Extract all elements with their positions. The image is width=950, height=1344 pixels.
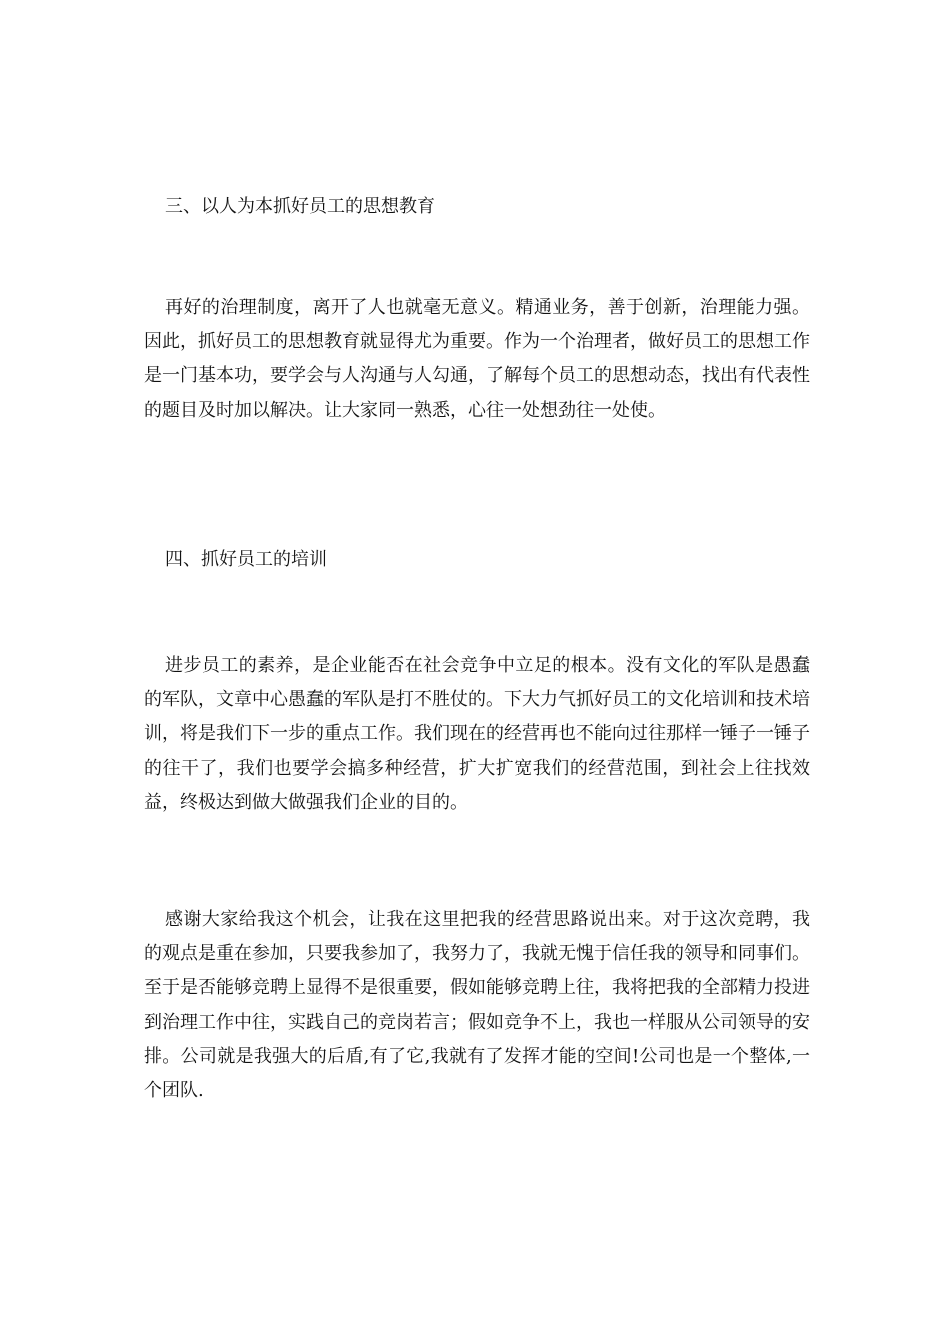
- section-paragraph-4: 进步员工的素养，是企业能否在社会竞争中立足的根本。没有文化的军队是愚蠢的军队，文章中心愚蠢的军队是打不胜仗的。下大力气抓好员工的文化培训和技术培训，将是我们下一步的重点工作。我们现在的经营再也不能向过往那样一锤子一锤子的往干了，我们也要学会搞多种经营，扩大扩宽我们的经营范围，到社会上往找效益，终极达到做大做强我们企业的目的。: [144, 655, 810, 813]
- section-heading-4: 四、抓好员工的培训: [165, 549, 327, 570]
- section-paragraph-3: 再好的治理制度，离开了人也就毫无意义。精通业务，善于创新，治理能力强。因此，抓好员工的思想教育就显得尤为重要。作为一个治理者，做好员工的思想工作是一门基本功，要学会与人沟通与人勾通，了解每个员工的思想动态，找出有代表性的题目及时加以解决。让大家同一熟悉，心往一处想劲往一处使。: [144, 297, 810, 421]
- section-heading-3: 三、以人为本抓好员工的思想教育: [165, 196, 435, 217]
- closing-paragraph: 感谢大家给我这个机会，让我在这里把我的经营思路说出来。对于这次竞聘，我的观点是重在参加，只要我参加了，我努力了，我就无愧于信任我的领导和同事们。至于是否能够竞聘上显得不是很重要，假如能够竞聘上往，我将把我的全部精力投进到治理工作中往，实践自己的竞岗若言；假如竞争不上，我也一样服从公司领导的安排。公司就是我强大的后盾,有了它,我就有了发挥才能的空间!公司也是一个整体,一个团队.: [144, 909, 810, 1102]
